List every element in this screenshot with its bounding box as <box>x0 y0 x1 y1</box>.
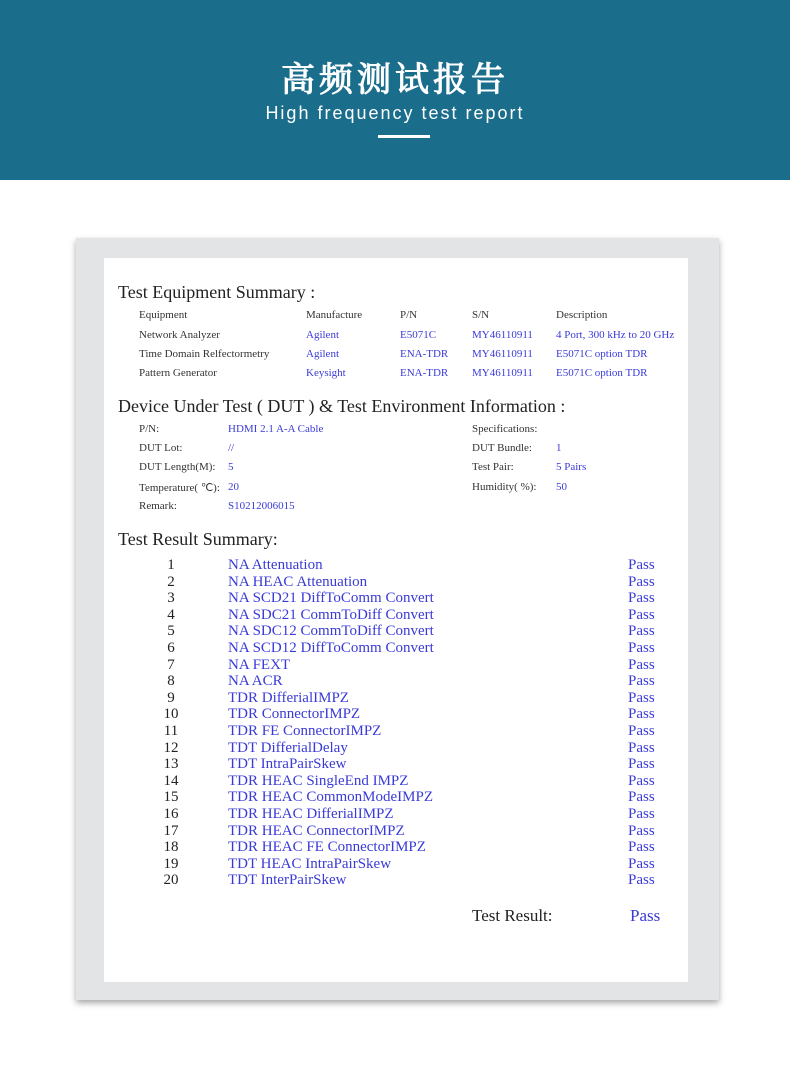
result-number: 12 <box>163 739 179 756</box>
equipment-name: Time Domain Relfectormetry <box>139 348 270 360</box>
result-number: 17 <box>163 822 179 839</box>
final-result-label: Test Result: <box>472 906 553 925</box>
dut-label: DUT Lot: <box>139 442 183 454</box>
env-label: Specifications: <box>472 423 538 435</box>
result-status: Pass <box>628 772 655 789</box>
result-test-name: TDR HEAC FE ConnectorIMPZ <box>228 839 426 856</box>
dut-label: DUT Length(M): <box>139 461 216 473</box>
result-number: 2 <box>167 573 175 590</box>
result-test-name: TDR DifferialIMPZ <box>228 689 349 706</box>
result-status: Pass <box>628 872 655 889</box>
equipment-manufacture: Agilent <box>306 329 339 341</box>
dut-heading: Device Under Test ( DUT ) & Test Environment Information : <box>118 396 566 416</box>
result-test-name: NA ACR <box>228 673 283 690</box>
result-test-name: NA HEAC Attenuation <box>228 573 368 590</box>
dut-value: S10212006015 <box>228 500 295 512</box>
dut-label: Remark: <box>139 500 177 512</box>
equipment-sn: MY46110911 <box>472 367 533 379</box>
result-test-name: TDR ConnectorIMPZ <box>228 706 361 723</box>
result-status: Pass <box>628 822 655 839</box>
result-status: Pass <box>628 656 655 673</box>
result-number: 10 <box>163 706 179 723</box>
result-number: 18 <box>163 839 179 856</box>
env-value: 1 <box>556 442 562 454</box>
result-test-name: TDT InterPairSkew <box>228 872 347 889</box>
result-number: 6 <box>167 640 175 656</box>
dut-value: HDMI 2.1 A-A Cable <box>228 423 324 435</box>
result-status: Pass <box>628 590 655 607</box>
result-test-name: TDT HEAC IntraPairSkew <box>228 855 392 872</box>
result-number: 8 <box>167 673 175 690</box>
result-number: 9 <box>167 689 175 706</box>
env-value: 50 <box>556 481 567 493</box>
env-label: Humidity( %): <box>472 481 537 493</box>
result-number: 3 <box>167 590 175 607</box>
result-number: 5 <box>167 623 175 640</box>
result-number: 7 <box>167 656 175 673</box>
final-result-value: Pass <box>630 906 661 925</box>
title-underline <box>378 135 430 138</box>
equipment-pn: ENA-TDR <box>400 348 449 360</box>
result-status: Pass <box>628 640 655 656</box>
result-number: 11 <box>163 723 179 739</box>
result-status: Pass <box>628 839 655 856</box>
dut-value: // <box>228 442 235 454</box>
equipment-pn: E5071C <box>400 329 437 341</box>
report-title-en: High frequency test report <box>265 103 525 123</box>
result-test-name: TDT IntraPairSkew <box>228 756 347 773</box>
equipment-name: Network Analyzer <box>139 329 220 341</box>
equipment-description: E5071C option TDR <box>556 348 648 360</box>
result-status: Pass <box>628 723 655 739</box>
equipment-manufacture: Keysight <box>306 367 346 379</box>
result-status: Pass <box>628 623 655 640</box>
equipment-description: E5071C option TDR <box>556 367 648 379</box>
equipment-col-header: Equipment <box>139 309 188 321</box>
result-number: 20 <box>163 872 179 889</box>
equipment-name: Pattern Generator <box>139 367 217 379</box>
result-test-name: NA SDC21 CommToDiff Convert <box>228 606 434 623</box>
equipment-sn: MY46110911 <box>472 329 533 341</box>
result-status: Pass <box>628 689 655 706</box>
result-number: 14 <box>163 772 179 789</box>
result-number: 1 <box>167 557 175 573</box>
header-banner <box>0 0 790 180</box>
equipment-pn: ENA-TDR <box>400 367 449 379</box>
equipment-col-header: S/N <box>472 309 490 321</box>
result-test-name: NA FEXT <box>228 656 291 673</box>
result-status: Pass <box>628 789 655 806</box>
result-number: 19 <box>163 855 179 872</box>
equipment-col-header: Manufacture <box>306 309 363 321</box>
results-heading: Test Result Summary: <box>118 529 278 549</box>
result-status: Pass <box>628 706 655 723</box>
result-number: 13 <box>163 756 179 773</box>
result-status: Pass <box>628 855 655 872</box>
result-status: Pass <box>628 606 655 623</box>
dut-value: 20 <box>228 481 239 493</box>
result-test-name: NA SCD12 DiffToComm Convert <box>228 640 434 656</box>
dut-value: 5 <box>228 461 234 473</box>
result-test-name: TDT DifferialDelay <box>228 739 348 756</box>
result-test-name: NA Attenuation <box>228 557 323 573</box>
result-status: Pass <box>628 557 655 573</box>
result-test-name: TDR HEAC CommonModeIMPZ <box>228 789 434 806</box>
result-test-name: TDR HEAC ConnectorIMPZ <box>228 822 405 839</box>
equipment-sn: MY46110911 <box>472 348 533 360</box>
env-value: 5 Pairs <box>556 461 587 473</box>
result-test-name: TDR FE ConnectorIMPZ <box>228 723 382 739</box>
equipment-heading: Test Equipment Summary : <box>118 282 316 302</box>
result-number: 15 <box>163 789 179 806</box>
env-label: Test Pair: <box>472 461 514 473</box>
result-status: Pass <box>628 739 655 756</box>
dut-label: P/N: <box>139 423 160 435</box>
env-label: DUT Bundle: <box>472 442 532 454</box>
equipment-col-header: Description <box>556 309 608 321</box>
result-status: Pass <box>628 806 655 822</box>
result-test-name: NA SCD21 DiffToComm Convert <box>228 590 434 607</box>
result-status: Pass <box>628 673 655 690</box>
result-test-name: TDR HEAC DifferialIMPZ <box>228 806 394 822</box>
result-status: Pass <box>628 573 655 590</box>
result-test-name: TDR HEAC SingleEnd IMPZ <box>228 772 409 789</box>
result-number: 4 <box>167 606 175 623</box>
result-test-name: NA SDC12 CommToDiff Convert <box>228 623 434 640</box>
dut-label: Temperature( ℃): <box>139 482 220 494</box>
equipment-manufacture: Agilent <box>306 348 339 360</box>
result-status: Pass <box>628 756 655 773</box>
report-title-cn: 高频测试报告 <box>281 60 509 100</box>
equipment-col-header: P/N <box>400 309 418 321</box>
result-number: 16 <box>163 806 179 822</box>
equipment-description: 4 Port, 300 kHz to 20 GHz <box>556 329 675 341</box>
